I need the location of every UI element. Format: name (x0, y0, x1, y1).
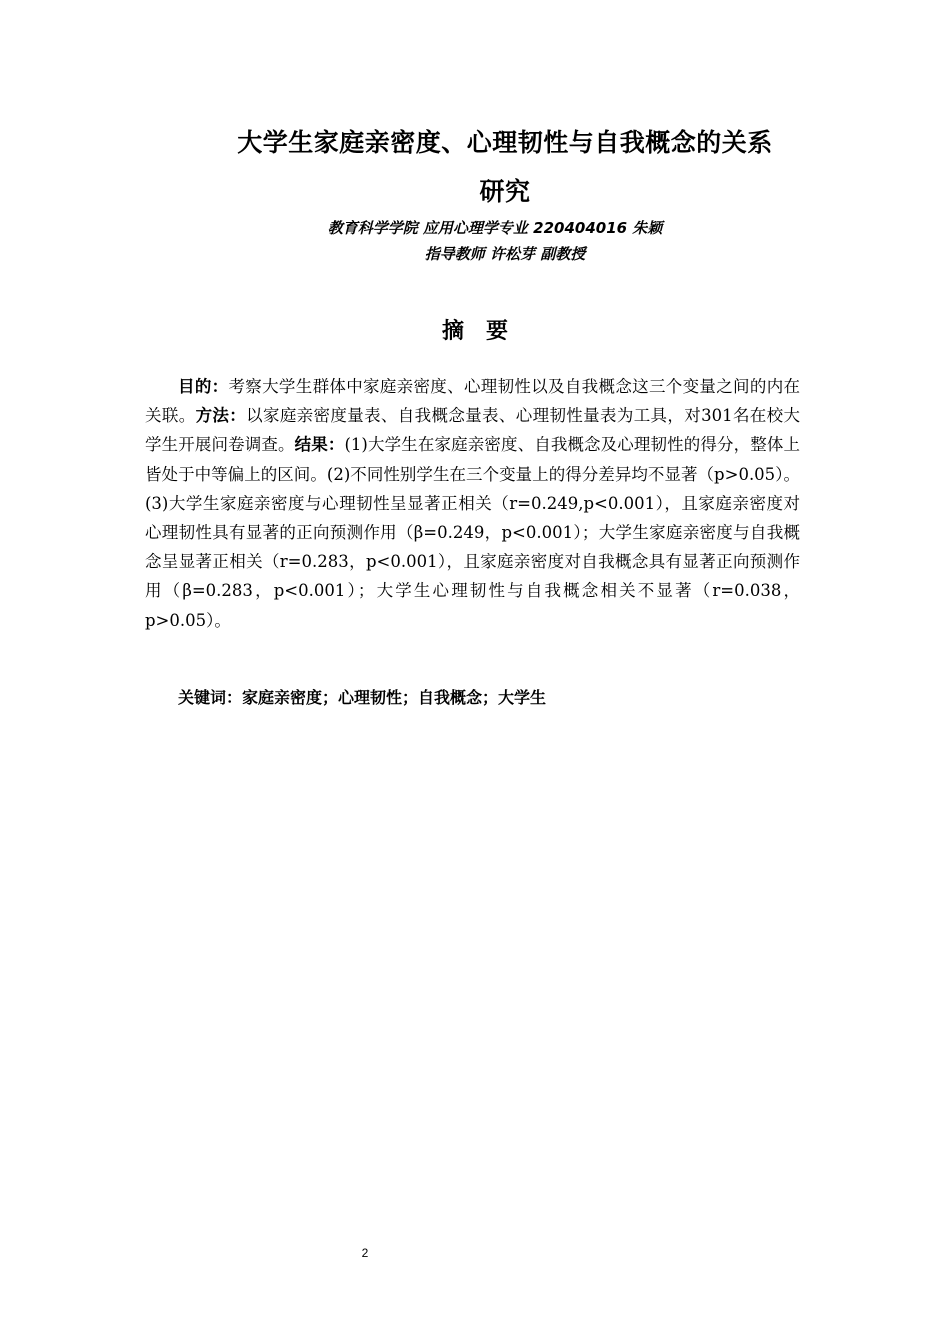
paper-title-line-1: 大学生家庭亲密度、心理韧性与自我概念的关系 (237, 128, 773, 157)
method-label: 方法： (195, 406, 247, 426)
author-info: 教育科学学院 应用心理学专业 220404016 朱颖 (327, 219, 663, 237)
paper-title (150, 118, 860, 216)
advisor-info: 指导教师 许松芽 副教授 (424, 245, 586, 263)
keywords-text: 家庭亲密度；心理韧性；自我概念；大学生 (242, 688, 547, 707)
method-text: 以家庭亲密度量表、自我概念量表、心理韧性量表为工具，对301名在校大学生开展问卷调查。 (145, 406, 801, 455)
purpose-label: 目的： (178, 377, 229, 396)
result-text: (1)大学生在家庭亲密度、自我概念及心理韧性的得分，整体上皆处于中等偏上的区间。(2)不同性别学生在三个变量上的得分差异均不显著（p>0.05）。(3)大学生家庭亲密度与心理韧性呈显著正相关（r=0.249,p<0.001），且家庭亲密度对心理韧性具有显著的正向预测作用（β=0.249，p<0.001）；大学生家庭亲密度与自我概念呈显著正相关（r=0.283，p<0.001），且家庭亲密度对自我概念具有显著正向预测作用（β=0.283，p<0.001）；大学生心理韧性与自我概念相关不显著（r=0.038，p>0.05）。 (145, 435, 801, 630)
abstract-body (145, 372, 800, 635)
purpose-text: 考察大学生群体中家庭亲密度、心理韧性以及自我概念这三个变量之间的内在关联。 (145, 377, 801, 426)
result-label: 结果： (294, 435, 345, 455)
abstract-heading: 摘要 (441, 319, 530, 344)
paper-title-line-2: 研究 (479, 177, 531, 206)
keywords-label: 关键词： (178, 688, 243, 707)
keywords (178, 686, 546, 710)
page-number: 2 (361, 1246, 369, 1260)
